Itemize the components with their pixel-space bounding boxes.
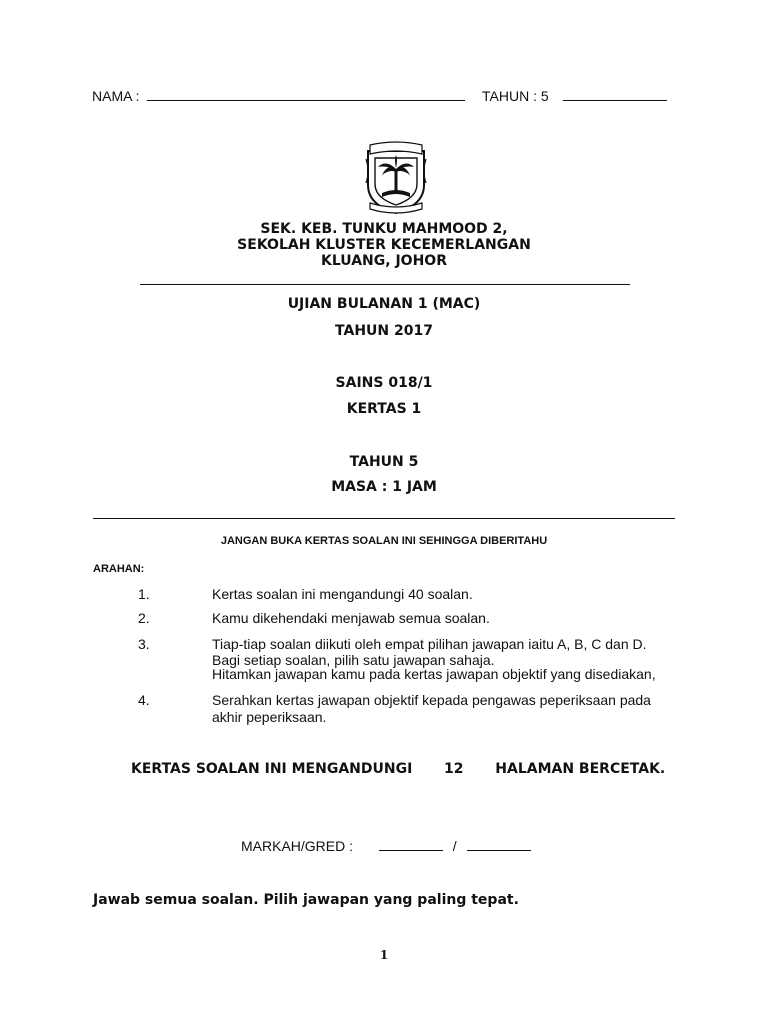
marks-label: MARKAH/GRED :: [241, 838, 354, 854]
instruction-number: 1.: [138, 586, 150, 602]
name-label: NAMA :: [92, 88, 140, 104]
instructions-heading: ARAHAN:: [93, 563, 145, 575]
marks-blank[interactable]: [379, 838, 443, 851]
instruction-text: Kertas soalan ini mengandungi 40 soalan.: [212, 586, 473, 602]
instruction-text: Hitamkan jawapan kamu pada kertas jawapan objektif yang disediakan,: [212, 666, 656, 682]
school-crest-icon: [364, 141, 428, 215]
year-blank[interactable]: [563, 88, 667, 101]
exam-subject: SAINS 018/1: [335, 375, 433, 391]
answer-directive: Jawab semua soalan. Pilih jawapan yang paling tepat.: [93, 892, 519, 908]
name-blank[interactable]: [147, 88, 465, 101]
divider-middle: [93, 518, 675, 519]
pages-note-suffix: HALAMAN BERCETAK.: [495, 761, 666, 777]
instruction-number: 3.: [138, 636, 150, 652]
marks-grade-row: [241, 838, 531, 854]
instruction-text: Serahkan kertas jawapan objektif kepada pengawas peperiksaan pada: [212, 692, 651, 708]
instruction-text: Tiap-tiap soalan diikuti oleh empat pilihan jawapan iaitu A, B, C dan D.: [212, 636, 647, 652]
school-name-line2: SEKOLAH KLUSTER KECEMERLANGAN: [237, 237, 531, 253]
year-label: TAHUN : 5: [482, 88, 549, 104]
instruction-number: 2.: [138, 610, 150, 626]
pages-note-prefix: KERTAS SOALAN INI MENGANDUNGI: [131, 761, 413, 777]
printed-pages-note: [131, 761, 665, 777]
divider-top: [140, 284, 630, 285]
exam-year: TAHUN 2017: [335, 323, 433, 339]
exam-paper: KERTAS 1: [346, 401, 422, 417]
name-field-row: [92, 88, 465, 104]
pages-count: 12: [444, 761, 464, 777]
school-location: KLUANG, JOHOR: [321, 253, 447, 269]
do-not-open-warning: JANGAN BUKA KERTAS SOALAN INI SEHINGGA DIBERITAHU: [220, 535, 548, 547]
exam-duration: MASA : 1 JAM: [331, 479, 437, 495]
year-field-row: [482, 88, 667, 104]
grade-blank[interactable]: [467, 838, 531, 851]
school-name-line1: SEK. KEB. TUNKU MAHMOOD 2,: [260, 221, 508, 237]
marks-separator: /: [452, 838, 457, 854]
exam-title: UJIAN BULANAN 1 (MAC): [287, 296, 481, 312]
instruction-text: Kamu dikehendaki menjawab semua soalan.: [212, 610, 490, 626]
instruction-number: 4.: [138, 692, 150, 708]
exam-level: TAHUN 5: [349, 454, 419, 470]
instruction-text: akhir peperiksaan.: [212, 709, 327, 725]
instruction-text: Bagi setiap soalan, pilih satu jawapan sahaja.: [212, 652, 495, 668]
page-number: 1: [379, 948, 389, 962]
